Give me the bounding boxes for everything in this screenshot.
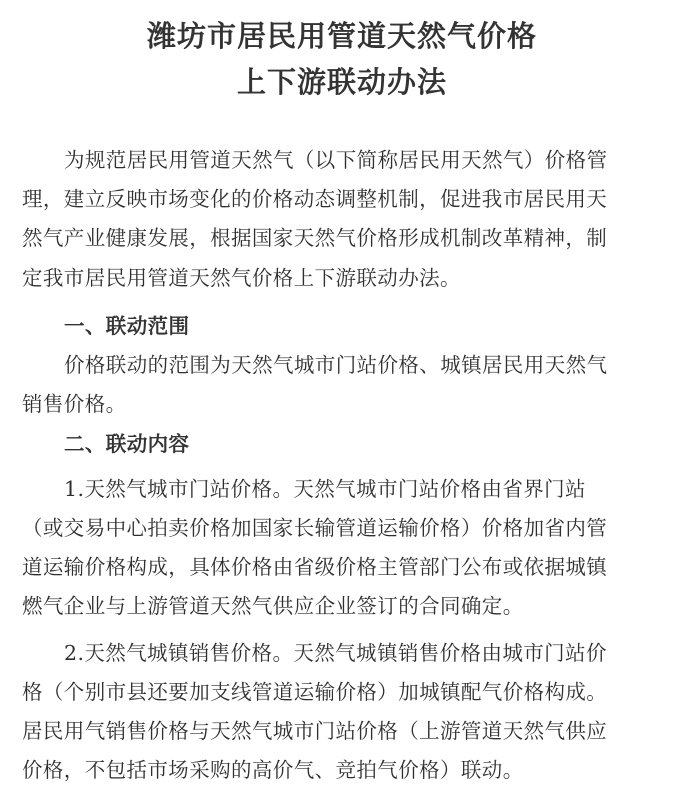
item-1-line-1: 1.天然气城市门站价格。天然气城市门站价格由省界门站 (64, 477, 586, 501)
item-2-line-4: 价格，不包括市场采购的高价气、竞拍气价格）联动。 (22, 758, 524, 782)
item-2-line-3: 居民用气销售价格与天然气城市门站价格（上游管道天然气供应 (22, 719, 608, 743)
item-1-line-3: 道运输价格构成，具体价格由省级价格主管部门公布或依据城镇 (22, 555, 608, 579)
item-1-line-2: （或交易中心拍卖价格加国家长输管道运输价格）价格加省内管 (22, 516, 608, 540)
item-1-line-4: 燃气企业与上游管道天然气供应企业签订的合同确定。 (22, 594, 524, 618)
document-title-line-2: 上下游联动办法 (236, 65, 447, 99)
section-2-heading: 二、联动内容 (64, 432, 190, 456)
intro-line-3: 然气产业健康发展，根据国家天然气价格形成机制改革精神，制 (22, 226, 608, 250)
section-1-heading: 一、联动范围 (64, 314, 190, 338)
intro-line-4: 定我市居民用管道天然气价格上下游联动办法。 (22, 266, 461, 290)
document-title-line-1: 潍坊市居民用管道天然气价格 (146, 19, 537, 53)
section-1-line-1: 价格联动的范围为天然气城市门站价格、城镇居民用天然气 (64, 353, 608, 377)
intro-line-2: 理，建立反映市场变化的价格动态调整机制，促进我市居民用天 (22, 187, 608, 211)
section-1-line-2: 销售价格。 (22, 392, 127, 416)
item-2-line-2: 格（个别市县还要加支线管道运输价格）加城镇配气价格构成。 (22, 680, 608, 704)
item-2-line-1: 2.天然气城镇销售价格。天然气城镇销售价格由城市门站价 (64, 641, 607, 665)
intro-line-1: 为规范居民用管道天然气（以下简称居民用天然气）价格管 (64, 148, 608, 172)
